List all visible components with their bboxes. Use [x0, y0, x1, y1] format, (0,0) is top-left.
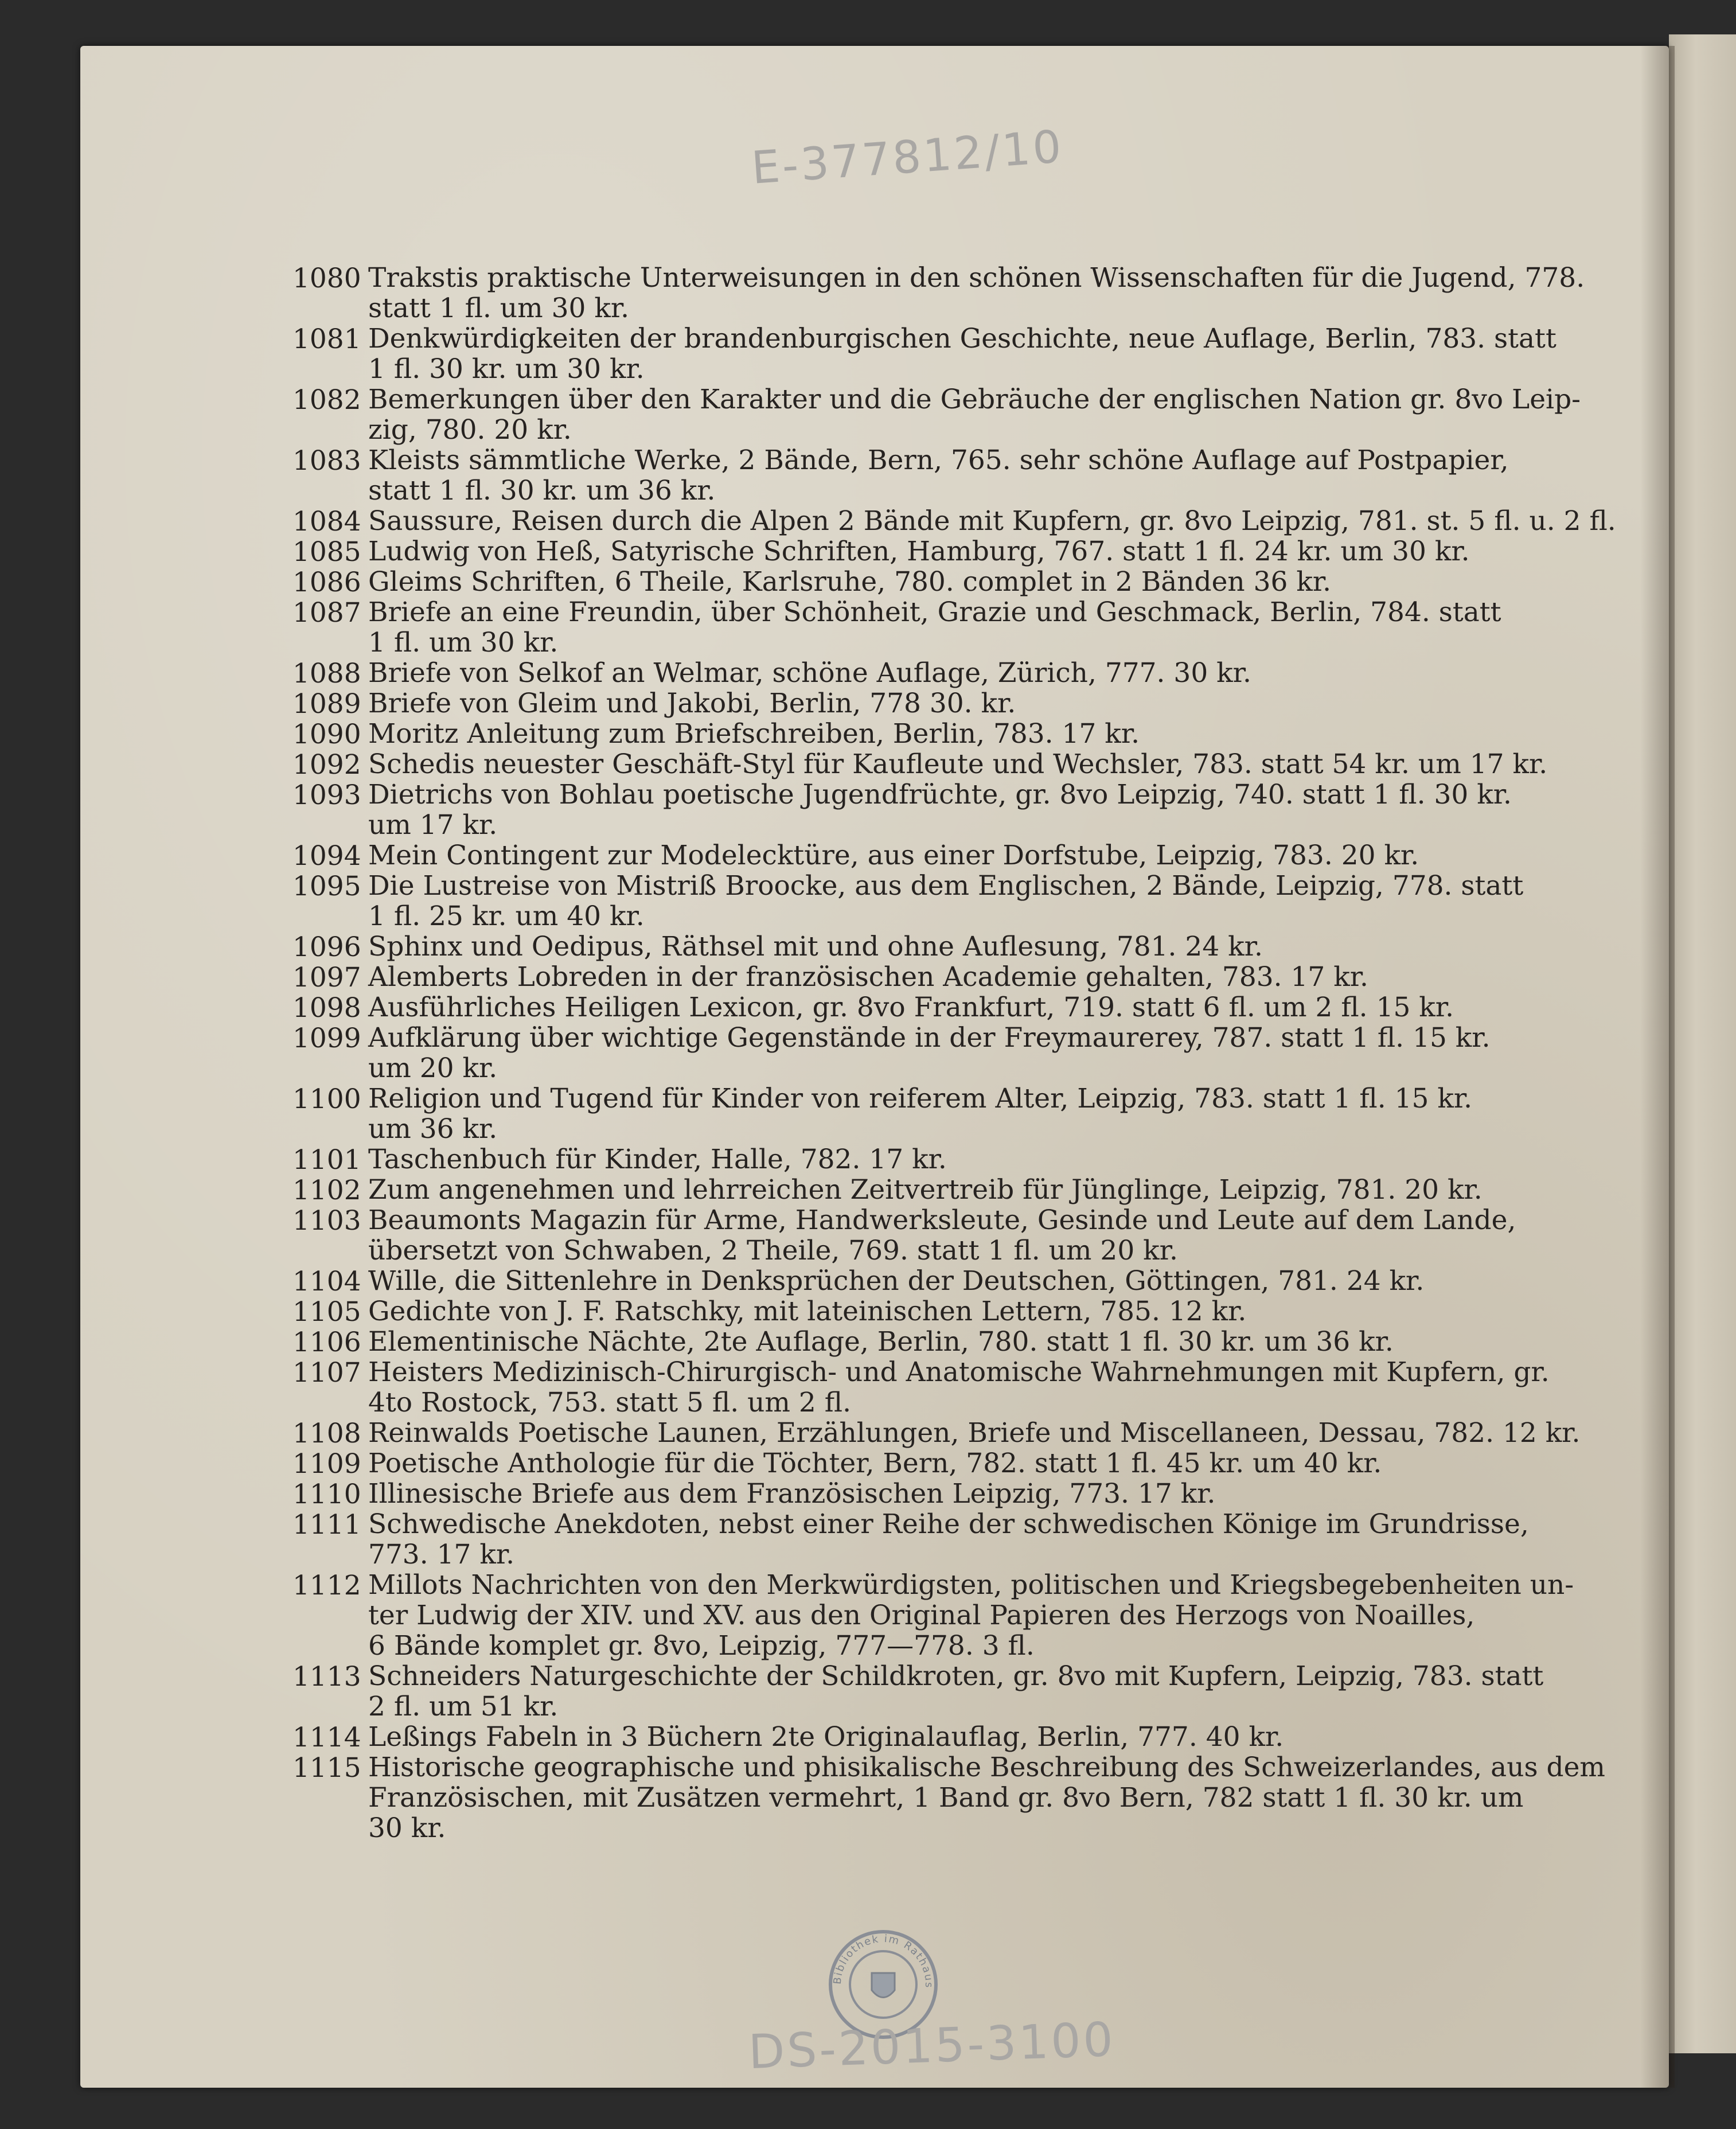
catalog-entry	[292, 505, 1616, 537]
entry-line: Wille, die Sittenlehre in Denksprüchen der Deutschen, Göttingen, 781. 24 kr.	[368, 1265, 1425, 1297]
catalog-entry	[292, 1509, 1612, 1570]
catalog-entry	[292, 1479, 1612, 1509]
catalog-entry	[292, 1448, 1612, 1479]
entry-line: Heisters Medizinisch-Chirurgisch- und Anatomische Wahrnehmungen mit Kupfern, gr.	[368, 1356, 1550, 1388]
entry-text	[368, 1418, 1612, 1448]
entry-line: 4to Rostock, 753. statt 5 fl. um 2 fl.	[368, 1387, 852, 1418]
catalog-entry	[292, 1205, 1612, 1266]
catalog-entry	[292, 688, 1612, 719]
entry-text	[368, 263, 1612, 323]
entry-text	[368, 749, 1612, 779]
entry-line: Moritz Anleitung zum Briefschreiben, Berlin, 783. 17 kr.	[368, 718, 1140, 750]
entry-number: 1087	[292, 597, 361, 629]
catalog-entry	[292, 1266, 1612, 1296]
entry-line: zig, 780. 20 kr.	[368, 414, 572, 446]
entry-text	[368, 719, 1612, 749]
catalog-entry	[292, 658, 1612, 688]
entry-line: Trakstis praktische Unterweisungen in den schönen Wissenschaften für die Jugend, 778.	[368, 262, 1585, 294]
entry-number: 1086	[292, 567, 361, 598]
catalog-entry	[292, 1357, 1612, 1418]
entry-number: 1093	[292, 779, 361, 811]
entry-line: Millots Nachrichten von den Merkwürdigsten, politischen und Kriegsbegebenheiten un-	[368, 1569, 1574, 1601]
entry-text	[368, 323, 1612, 384]
entry-number: 1088	[292, 658, 361, 689]
entry-text	[368, 1205, 1612, 1266]
entry-line: statt 1 fl. um 30 kr.	[368, 293, 630, 324]
entry-text	[368, 1722, 1612, 1752]
catalog-entry	[292, 1083, 1612, 1144]
entry-text	[368, 1266, 1612, 1296]
entry-number: 1114	[292, 1722, 361, 1753]
entry-line: Kleists sämmtliche Werke, 2 Bände, Bern, 765. sehr schöne Auflage auf Postpapier,	[368, 444, 1509, 476]
entry-text	[368, 871, 1612, 931]
entry-text	[368, 1479, 1612, 1509]
entry-number: 1104	[292, 1266, 361, 1297]
shelfmark-bottom: DS-2015-3100	[747, 2012, 1117, 2080]
entry-number: 1090	[292, 719, 361, 750]
entry-text	[368, 1327, 1612, 1357]
entry-number: 1082	[292, 384, 361, 416]
entry-text	[368, 688, 1612, 719]
shelfmark-top: E-377812/10	[750, 121, 1066, 194]
entry-number: 1103	[292, 1205, 361, 1237]
entry-number: 1110	[292, 1479, 361, 1510]
entry-number: 1095	[292, 871, 361, 902]
entry-number: 1098	[292, 992, 361, 1024]
entry-line: Denkwürdigkeiten der brandenburgischen Geschichte, neue Auflage, Berlin, 783. statt	[368, 323, 1556, 354]
catalog-entry	[292, 323, 1612, 384]
catalog-entry	[292, 1722, 1612, 1752]
stamp-emblem	[872, 1973, 895, 1998]
entry-line: Poetische Anthologie für die Töchter, Bern, 782. statt 1 fl. 45 kr. um 40 kr.	[368, 1448, 1382, 1479]
catalog-entry	[292, 1175, 1612, 1205]
catalog-entry	[292, 567, 1612, 597]
entry-line: Schwedische Anekdoten, nebst einer Reihe der schwedischen Könige im Grundrisse,	[368, 1508, 1529, 1540]
entry-text	[368, 962, 1612, 992]
entry-text	[368, 536, 1612, 567]
entry-line: Briefe von Gleim und Jakobi, Berlin, 778 30. kr.	[368, 688, 1016, 719]
stamp-text-path: Bibliothek im Rathaus	[831, 1932, 935, 1989]
entry-line: 30 kr.	[368, 1812, 446, 1844]
entry-line: um 17 kr.	[368, 809, 498, 841]
entry-line: Schneiders Naturgeschichte der Schildkroten, gr. 8vo mit Kupfern, Leipzig, 783. statt	[368, 1660, 1544, 1692]
catalog-entry	[292, 749, 1612, 779]
catalog-entry	[292, 871, 1612, 931]
entry-text	[368, 1144, 1612, 1175]
entry-text	[368, 567, 1612, 597]
catalog-entry	[292, 1327, 1612, 1357]
entry-line: Die Lustreise von Mistriß Broocke, aus dem Englischen, 2 Bände, Leipzig, 778. statt	[368, 870, 1524, 902]
entry-text	[368, 992, 1612, 1023]
entry-number: 1100	[292, 1083, 361, 1115]
entry-number: 1102	[292, 1175, 361, 1206]
entry-line: übersetzt von Schwaben, 2 Theile, 769. statt 1 fl. um 20 kr.	[368, 1235, 1178, 1266]
entry-number: 1080	[292, 263, 361, 294]
entry-line: 1 fl. 25 kr. um 40 kr.	[368, 900, 645, 932]
entry-line: Sphinx und Oedipus, Räthsel mit und ohne Auflesung, 781. 24 kr.	[368, 931, 1263, 962]
catalog-entry	[292, 1144, 1612, 1175]
entry-line: Leßings Fabeln in 3 Büchern 2te Originalauflag, Berlin, 777. 40 kr.	[368, 1721, 1284, 1753]
entry-text	[368, 1083, 1612, 1144]
entry-line: Bemerkungen über den Karakter und die Gebräuche der englischen Nation gr. 8vo Leip-	[368, 384, 1581, 415]
entry-text	[368, 505, 1616, 537]
entry-line: statt 1 fl. 30 kr. um 36 kr.	[368, 475, 716, 506]
catalog-entry	[292, 263, 1612, 323]
entry-line: Schedis neuester Geschäft-Styl für Kaufleute und Wechsler, 783. statt 54 kr. um 17 kr.	[368, 748, 1548, 780]
entry-text	[368, 1296, 1612, 1327]
entry-line: Religion und Tugend für Kinder von reiferem Alter, Leipzig, 783. statt 1 fl. 15 kr.	[368, 1083, 1473, 1114]
entry-number: 1107	[292, 1357, 361, 1389]
catalog-entry	[292, 1296, 1612, 1327]
entry-number: 1094	[292, 840, 361, 872]
entry-line: Alemberts Lobreden in der französischen Academie gehalten, 783. 17 kr.	[368, 961, 1368, 993]
entry-number: 1115	[292, 1752, 361, 1784]
entry-line: Ausführliches Heiligen Lexicon, gr. 8vo Frankfurt, 719. statt 6 fl. um 2 fl. 15 kr.	[368, 992, 1454, 1023]
entry-text	[368, 445, 1612, 506]
entry-text	[368, 1023, 1612, 1083]
entry-number: 1112	[292, 1570, 361, 1601]
catalog-entry	[292, 1752, 1612, 1843]
entry-line: Französischen, mit Zusätzen vermehrt, 1 Band gr. 8vo Bern, 782 statt 1 fl. 30 kr. um	[368, 1782, 1524, 1814]
entry-text	[368, 931, 1612, 962]
entry-text	[368, 1357, 1612, 1418]
spine-shadow	[1640, 46, 1675, 2088]
document-page	[80, 46, 1669, 2088]
entry-line: Zum angenehmen und lehrreichen Zeitvertreib für Jünglinge, Leipzig, 781. 20 kr.	[368, 1174, 1483, 1206]
entry-list	[292, 262, 1616, 1844]
entry-text	[368, 1752, 1612, 1843]
entry-line: Ludwig von Heß, Satyrische Schriften, Hamburg, 767. statt 1 fl. 24 kr. um 30 kr.	[368, 536, 1470, 567]
entry-text	[368, 840, 1612, 871]
entry-number: 1084	[292, 506, 361, 537]
entry-number: 1105	[292, 1296, 361, 1328]
entry-line: 6 Bände komplet gr. 8vo, Leipzig, 777—778. 3 fl.	[368, 1630, 1035, 1662]
entry-number: 1081	[292, 323, 361, 355]
entry-line: Aufklärung über wichtige Gegenstände in der Freymaurerey, 787. statt 1 fl. 15 kr.	[368, 1022, 1491, 1054]
entry-line: Dietrichs von Bohlau poetische Jugendfrüchte, gr. 8vo Leipzig, 740. statt 1 fl. 30 kr.	[368, 779, 1512, 810]
entry-number: 1113	[292, 1661, 361, 1693]
entry-text	[368, 1509, 1612, 1570]
entry-text	[368, 658, 1612, 688]
entry-line: 1 fl. um 30 kr.	[368, 627, 559, 658]
entry-line: Saussure, Reisen durch die Alpen 2 Bände mit Kupfern, gr. 8vo Leipzig, 781. st. 5 fl. u. 2 fl.	[368, 505, 1616, 537]
entry-text	[368, 1175, 1612, 1205]
entry-number: 1092	[292, 749, 361, 781]
entry-line: 1 fl. 30 kr. um 30 kr.	[368, 353, 645, 385]
catalog-entry	[292, 931, 1612, 962]
catalog-entry	[292, 1661, 1612, 1722]
entry-line: um 20 kr.	[368, 1052, 498, 1084]
adjacent-page-edge	[1669, 34, 1736, 2053]
entry-text	[368, 597, 1612, 658]
entry-number: 1108	[292, 1418, 361, 1449]
entry-line: Elementinische Nächte, 2te Auflage, Berlin, 780. statt 1 fl. 30 kr. um 36 kr.	[368, 1326, 1394, 1358]
entry-number: 1099	[292, 1023, 361, 1054]
entry-number: 1111	[292, 1509, 361, 1541]
catalog-entry	[292, 992, 1612, 1023]
entry-text	[368, 384, 1612, 445]
entry-line: Beaumonts Magazin für Arme, Handwerksleute, Gesinde und Leute auf dem Lande,	[368, 1204, 1516, 1236]
entry-number: 1101	[292, 1144, 361, 1176]
entry-number: 1106	[292, 1327, 361, 1358]
entry-number: 1096	[292, 931, 361, 963]
catalog-entry	[292, 1570, 1612, 1661]
catalog-entry	[292, 840, 1612, 871]
catalog-entry	[292, 719, 1612, 749]
catalog-entry	[292, 779, 1612, 840]
catalog-entry	[292, 962, 1612, 992]
catalog-entry	[292, 597, 1612, 658]
entry-line: Briefe an eine Freundin, über Schönheit, Grazie und Geschmack, Berlin, 784. statt	[368, 596, 1501, 628]
entry-number: 1089	[292, 688, 361, 720]
catalog-entry	[292, 445, 1612, 506]
catalog-entry	[292, 536, 1612, 567]
entry-line: Gedichte von J. F. Ratschky, mit lateinischen Lettern, 785. 12 kr.	[368, 1296, 1247, 1327]
entry-number: 1083	[292, 445, 361, 477]
entry-line: Reinwalds Poetische Launen, Erzählungen, Briefe und Miscellaneen, Dessau, 782. 12 kr.	[368, 1417, 1581, 1449]
entry-number: 1097	[292, 962, 361, 993]
entry-number: 1109	[292, 1448, 361, 1480]
entry-line: Taschenbuch für Kinder, Halle, 782. 17 kr.	[368, 1144, 947, 1175]
catalog-entry	[292, 1023, 1612, 1083]
entry-text	[368, 1661, 1612, 1722]
entry-line: Gleims Schriften, 6 Theile, Karlsruhe, 780. complet in 2 Bänden 36 kr.	[368, 566, 1332, 598]
entry-line: 2 fl. um 51 kr.	[368, 1691, 559, 1722]
entry-line: Illinesische Briefe aus dem Französischen Leipzig, 773. 17 kr.	[368, 1478, 1216, 1510]
entry-number: 1085	[292, 536, 361, 568]
entry-line: Historische geographische und phisikalische Beschreibung des Schweizerlandes, aus dem	[368, 1752, 1605, 1783]
catalog-entry	[292, 1418, 1612, 1448]
entry-text	[368, 1570, 1612, 1661]
entry-line: Briefe von Selkof an Welmar, schöne Auflage, Zürich, 777. 30 kr.	[368, 657, 1251, 689]
catalog-entry	[292, 384, 1612, 445]
entry-line: 773. 17 kr.	[368, 1539, 515, 1570]
entry-line: um 36 kr.	[368, 1113, 498, 1145]
entry-line: ter Ludwig der XIV. und XV. aus den Original Papieren des Herzogs von Noailles,	[368, 1600, 1475, 1631]
entry-line: Mein Contingent zur Modelecktüre, aus einer Dorfstube, Leipzig, 783. 20 kr.	[368, 840, 1419, 871]
entry-text	[368, 1448, 1612, 1479]
entry-text	[368, 779, 1612, 840]
